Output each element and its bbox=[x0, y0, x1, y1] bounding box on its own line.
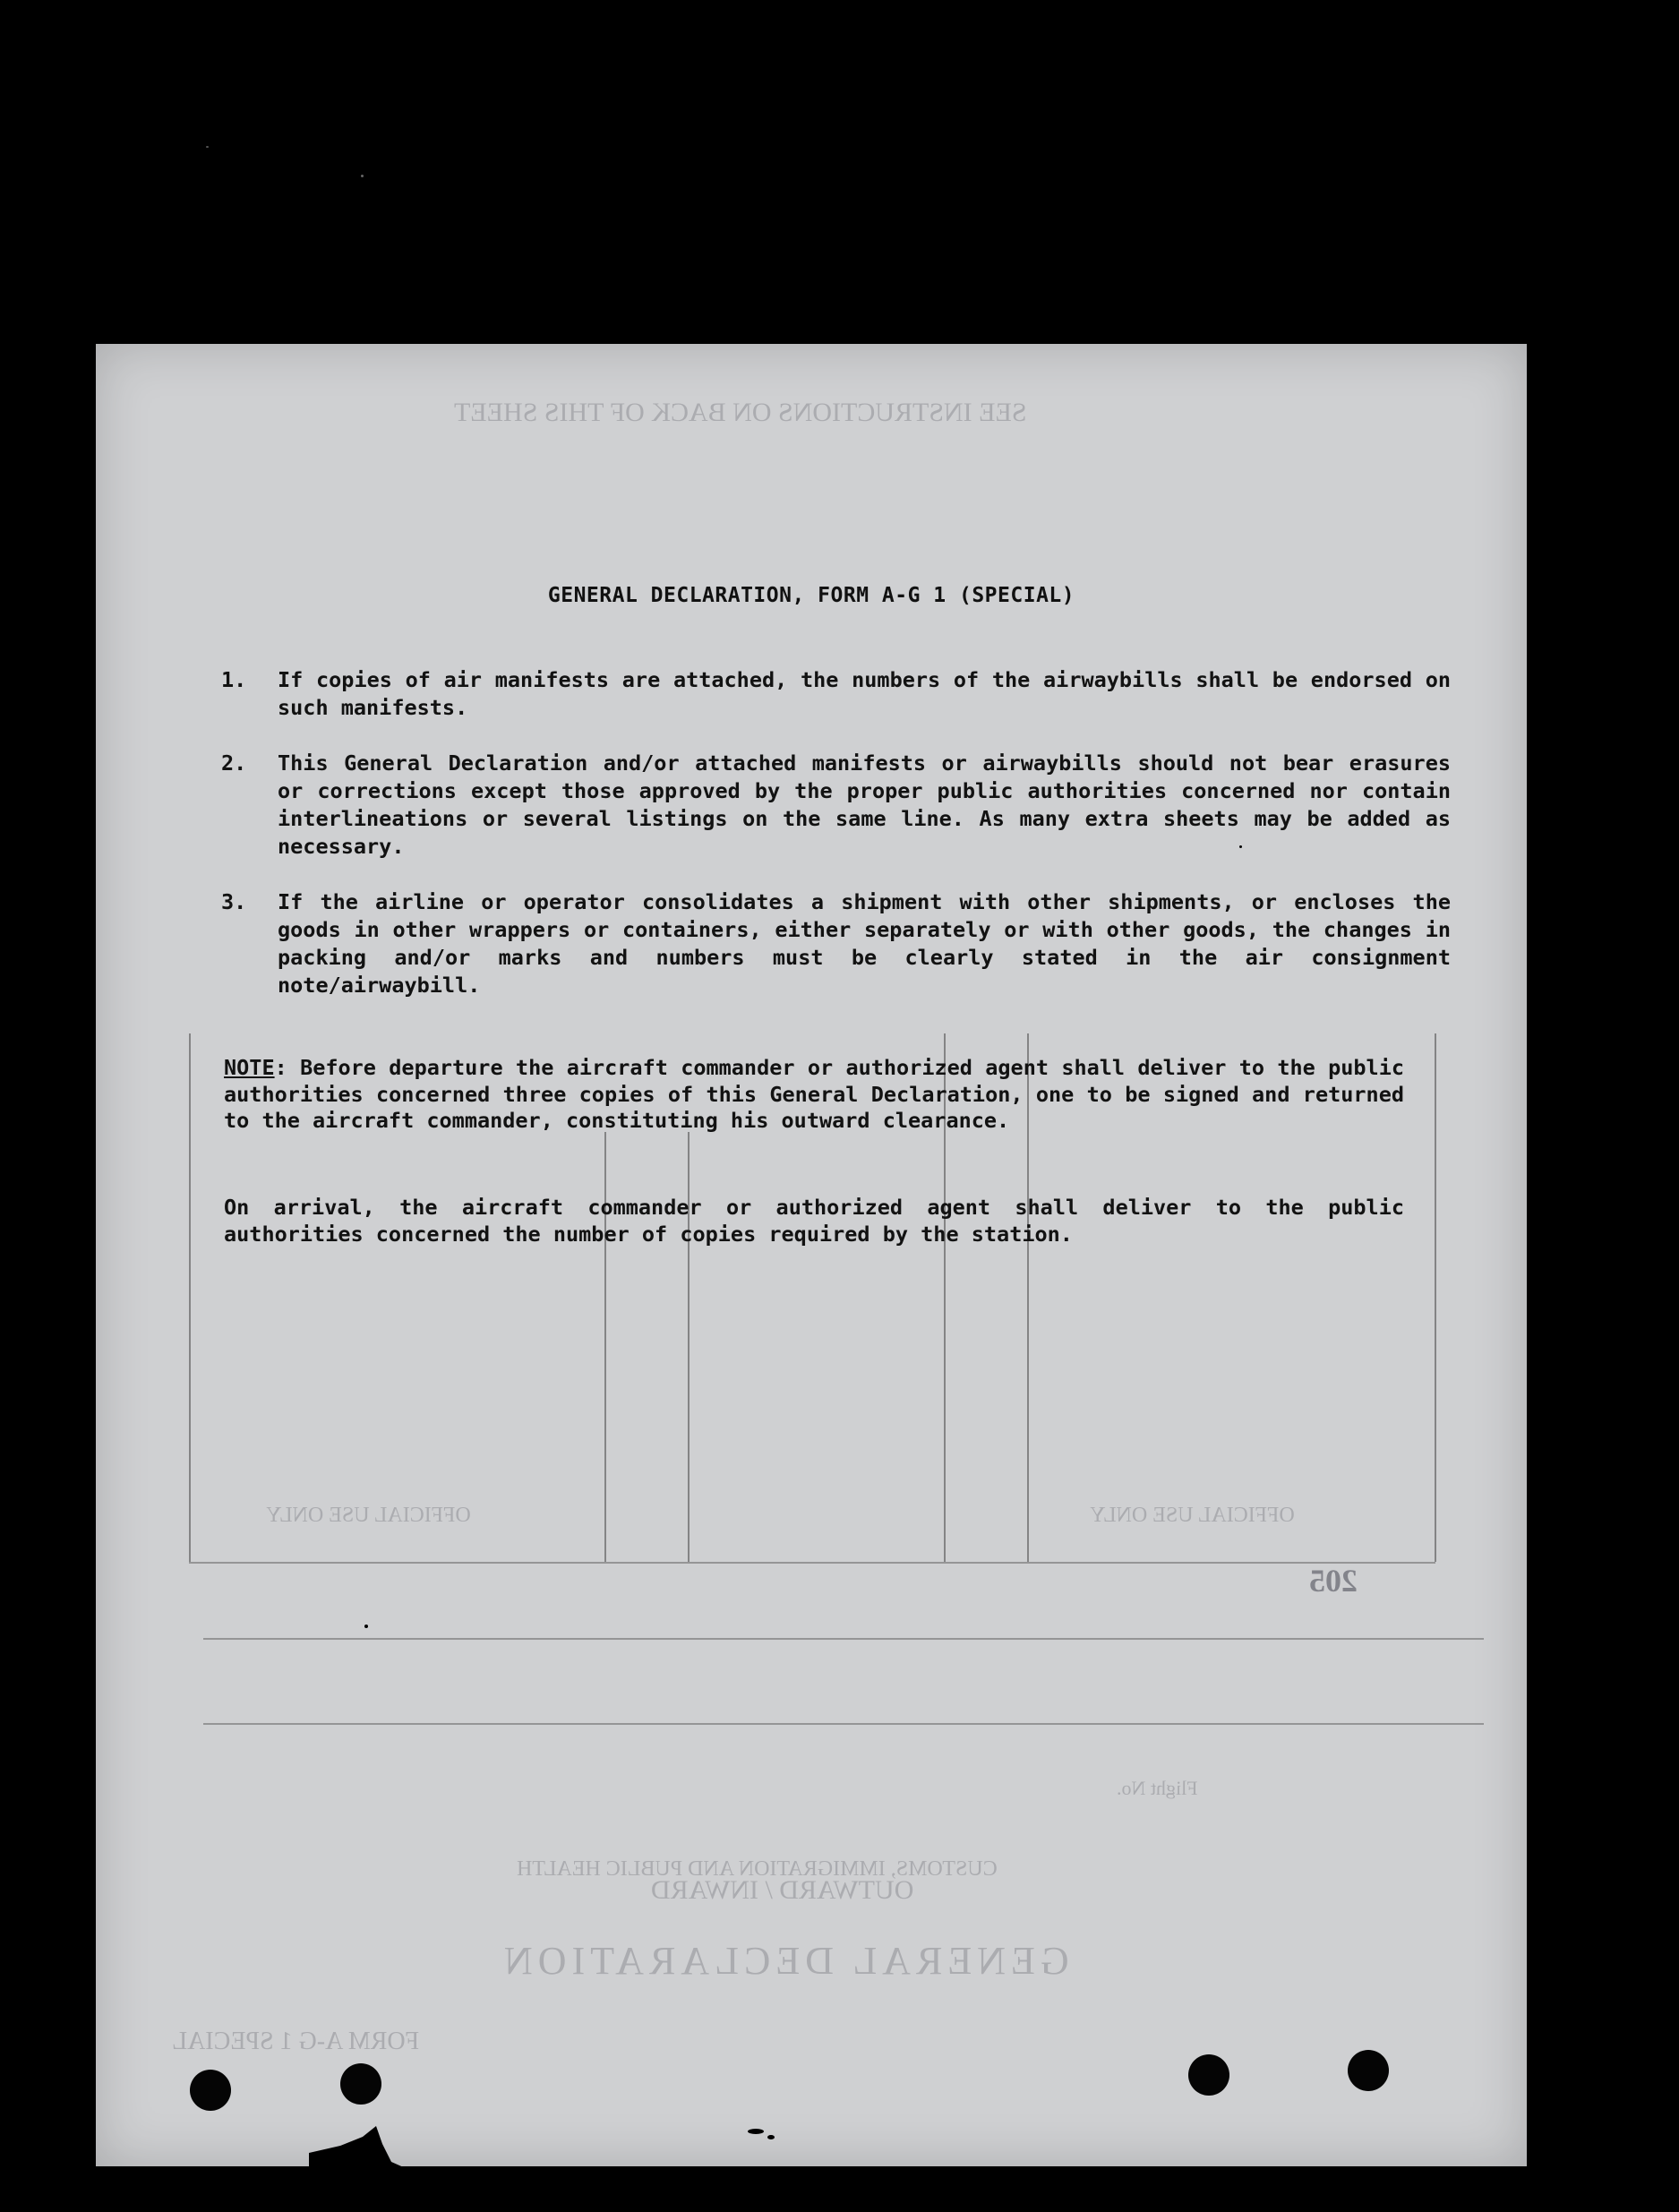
bleed-customs: CUSTOMS, IMMIGRATION AND PUBLIC HEALTH bbox=[517, 1857, 998, 1881]
note-paragraph bbox=[224, 1055, 1404, 1135]
ink-speck bbox=[748, 2129, 764, 2134]
grid-line bbox=[1435, 1033, 1436, 1562]
item-text: If the airline or operator consolidates a shipment with other shipments, or encloses the goods in other wrappers or containers, either separately or with other goods, the changes in packing and/or marks and numbers must be clearly stated in the air consignment note/airwaybill. bbox=[278, 889, 1451, 998]
punch-hole bbox=[340, 2063, 381, 2105]
item-number: 2. bbox=[221, 750, 247, 776]
punch-hole bbox=[1188, 2054, 1229, 2096]
note-text: Before departure the aircraft commander or authorized agent shall deliver to the public authorities concerned three copies of this General Declaration, one to be signed and returned to the aircraft commander, constituting his outward clearance. bbox=[224, 1055, 1404, 1133]
bleed-flight-no: Flight No. bbox=[1117, 1777, 1198, 1799]
scan-speck bbox=[206, 146, 209, 148]
stamp-number: 205 bbox=[1309, 1563, 1358, 1599]
arrival-paragraph: On arrival, the aircraft commander or authorized agent shall deliver to the public authorities concerned the number of copies required by the station. bbox=[224, 1195, 1404, 1247]
item-text: If copies of air manifests are attached, the numbers of the airwaybills shall be endorsed on such manifests. bbox=[278, 667, 1451, 720]
grid-line bbox=[203, 1723, 1484, 1725]
item-text: This General Declaration and/or attached manifests or airwaybills should not bear erasures or corrections except those approved by the proper public authorities concerned nor contain interlineations or several listings on the same line. As many extra sheets may be added as necessary. bbox=[278, 750, 1451, 859]
grid-line bbox=[189, 1562, 1435, 1564]
punch-hole bbox=[190, 2070, 231, 2111]
item-number: 1. bbox=[221, 667, 247, 692]
scan-speck bbox=[361, 175, 364, 177]
bleed-subheader: GENERAL DECLARATION bbox=[499, 1939, 1069, 1983]
torn-edge bbox=[309, 2126, 407, 2169]
grid-line bbox=[203, 1638, 1484, 1640]
note-colon: : bbox=[274, 1055, 287, 1080]
page-title: GENERAL DECLARATION, FORM A-G 1 (SPECIAL) bbox=[547, 584, 1075, 607]
grid-line bbox=[189, 1033, 191, 1562]
bleed-header: SEE INSTRUCTIONS ON BACK OF THIS SHEET bbox=[454, 398, 1027, 427]
document-page bbox=[96, 344, 1527, 2166]
punch-hole bbox=[1348, 2050, 1389, 2091]
bleed-official-left: OFFICIAL USE ONLY bbox=[266, 1504, 471, 1527]
item-number: 3. bbox=[221, 889, 247, 914]
ink-speck bbox=[364, 1625, 368, 1628]
ink-speck bbox=[1239, 845, 1242, 848]
bleed-direction: OUTWARD / INWARD bbox=[651, 1875, 914, 1905]
bleed-official-right: OFFICIAL USE ONLY bbox=[1090, 1504, 1295, 1527]
bleed-form-label: FORM A-G 1 SPECIAL bbox=[172, 2028, 420, 2055]
ink-speck bbox=[767, 2135, 775, 2139]
note-label: NOTE bbox=[224, 1055, 275, 1080]
